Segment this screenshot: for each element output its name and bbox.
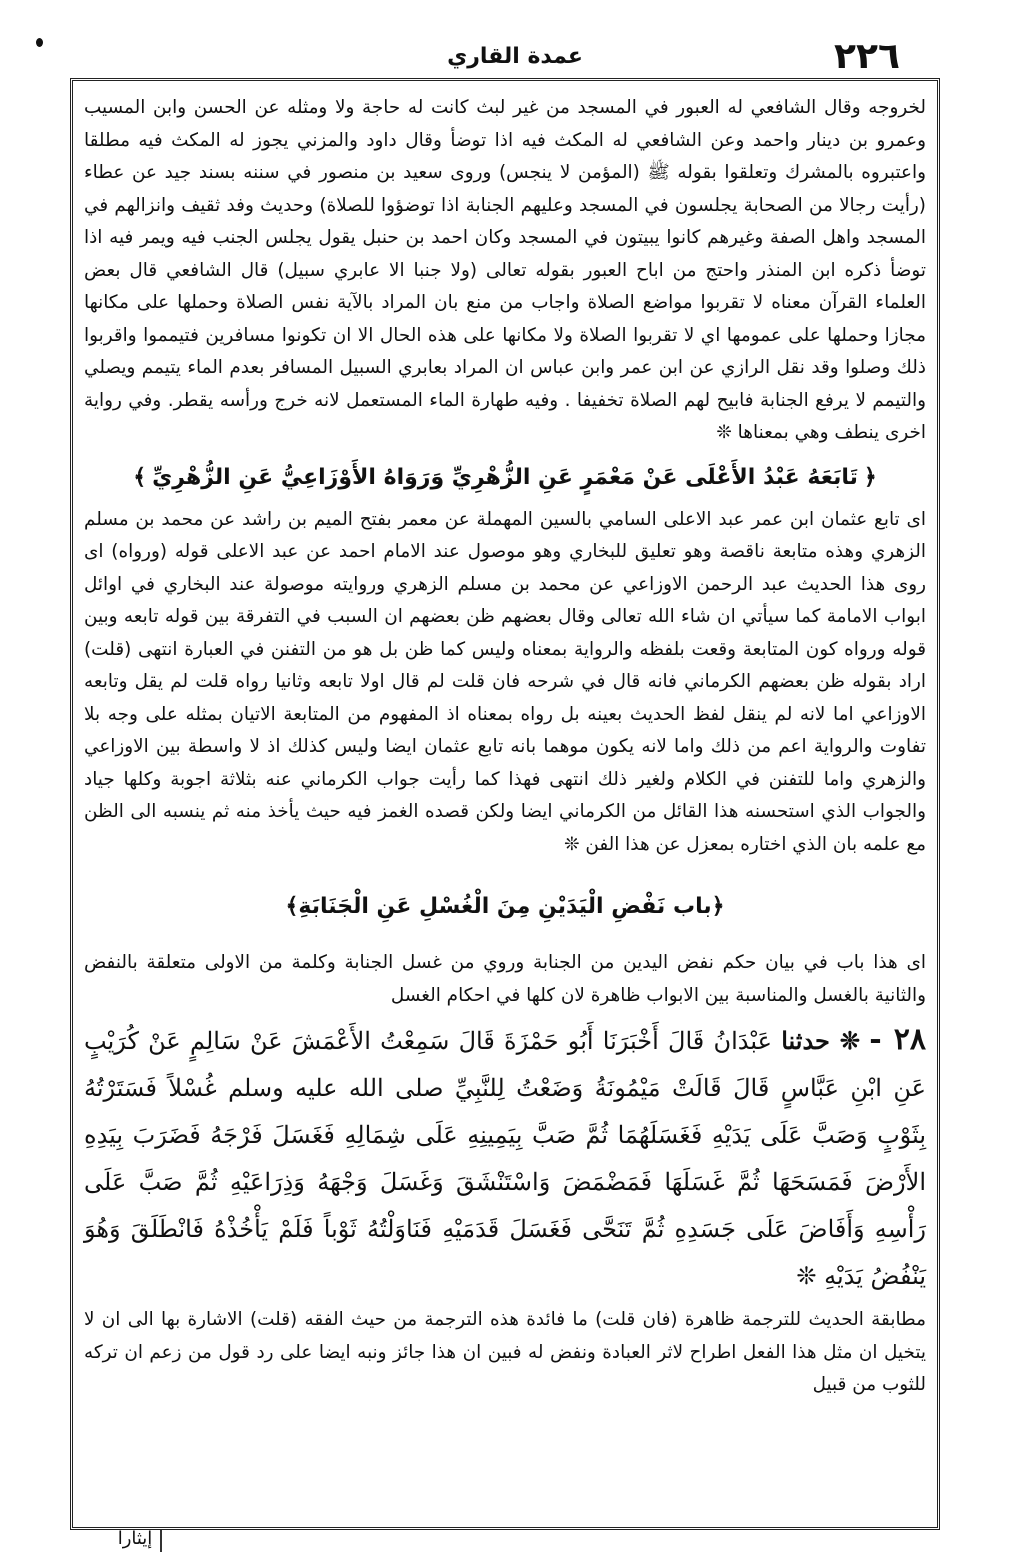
main-text (84, 92, 926, 1402)
hadith-lead: ❊ حدثنا (781, 1026, 860, 1055)
margin-dot (36, 38, 43, 47)
hadith-number: ٢٨ - (869, 1022, 926, 1057)
ornament-left: ﴿ (711, 894, 725, 919)
quote-text: تَابَعَهُ عَبْدُ الأَعْلَى عَنْ مَعْمَرٍ عَنِ الزُّهْرِيِّ وَرَوَاهُ الأَوْزَاعِيُّ عَنِ الزُّهْرِيِّ (152, 464, 858, 490)
hadith-body: عَبْدَانُ قَالَ أَخْبَرَنَا أَبُو حَمْزَةَ قَالَ سَمِعْتُ الأَعْمَشَ عَنْ سَالِمٍ عَنْ كُرَيْبٍ عَنِ ابْنِ عَبَّاسٍ قَالَ قَالَتْ مَيْمُونَةُ وَضَعْتُ لِلنَّبِيِّ صلى الله عليه وسلم غُسْلاً فَسَتَرْتُهُ بِثَوْبٍ وَصَبَّ عَلَى يَدَيْهِ فَغَسَلَهُمَا ثُمَّ صَبَّ بِيَمِينِهِ عَلَى شِمَالِهِ فَغَسَلَ فَرْجَهُ فَضَرَبَ بِيَدِهِ الأَرْضَ فَمَسَحَهَا ثُمَّ غَسَلَهَا فَمَضْمَضَ وَاسْتَنْشَقَ وَغَسَلَ وَجْهَهُ وَذِرَاعَيْهِ ثُمَّ صَبَّ عَلَى رَأْسِهِ وَأَفَاضَ عَلَى جَسَدِهِ ثُمَّ تَنَحَّى فَغَسَلَ قَدَمَيْهِ فَنَاوَلْتُهُ ثَوْباً فَلَمْ يَأْخُذْهُ فَانْطَلَقَ وَهُوَ يَنْفُضُ يَدَيْهِ ❊ (84, 1027, 926, 1290)
ornament-left: ﴿ (863, 464, 877, 490)
chapter-explanation: اى هذا باب في بيان حكم نفض اليدين من الجنابة وروي من غسل الجنابة وكلمة من الاولى متعلقة بالنفض والثانية بالغسل والمناسبة بين الابواب ظاهرة لان كلها في احكام الغسل (84, 952, 926, 1006)
ornament-right: ﴾ (285, 894, 299, 919)
running-title: عمدة القاري (447, 44, 583, 69)
chapter-heading (84, 887, 926, 927)
chapter-title: باب نَفْضِ الْيَدَيْنِ مِنَ الْغُسْلِ عَنِ الْجَنَابَةِ (298, 894, 712, 919)
commentary-paragraph-2: اى تابع عثمان ابن عمر عبد الاعلى السامي بالسين المهملة عن معمر بفتح الميم بن راشد عن محمد بن مسلم الزهري وهذه متابعة ناقصة وهو تعليق للبخاري وهو موصول عند الامام احمد عن عبد الاعلى قوله (ورواه) اى روى هذا الحديث عبد الرحمن الاوزاعي عن محمد بن مسلم الزهري وروايته موصولة عند البخاري في اوائل ابواب الامامة كما سيأتي ان شاء الله تعالى وقال بعضهم ظن بعضهم ان السبب في التفرقة بين قوله تابعه وبين قوله ورواه كون المتابعة وقعت بلفظه والرواية بمعناه وليس كما ظن بل هو من التفنن في العبارة انتهى (قلت) اراد بقوله ظن بعضهم الكرماني فانه قال في شرحه فان قلت لم قال اولا تابعه وثانيا رواه قلت لم يقل وتابعه الاوزاعي اما لانه لم ينقل لفظ الحديث بعينه بل رواه بمعناه اذ المفهوم من المتابعة الاتيان بمثله على وجه بلا تفاوت والرواية اعم من ذلك واما لانه يكون موهما بانه تابع عثمان ايضا وليس كذلك اذ لا واسطة بين الاوزاعي والزهري واما للتفنن في الكلام ولغير ذلك انتهى فهذا كما رأيت جواب الكرماني عنه بثلاثة اجوبة وكلها جياد والجواب الذي استحسنه هذا القائل من الكرماني ايضا ولكن قصده الغمز فيه حيث يأخذ منه ثم ينسبه الى الظن مع علمه بان الذي اختاره بمعزل عن هذا الفن ❊ (84, 508, 926, 855)
tabaahu-quote (84, 458, 926, 498)
hadith-text-block (84, 1016, 926, 1300)
page-number: ٢٢٦ (834, 36, 900, 77)
catchword: إيثارا (117, 1528, 153, 1549)
ornament-right: ﴾ (133, 464, 147, 490)
commentary-paragraph-4: مطابقة الحديث للترجمة ظاهرة (فان قلت) ما فائدة هذه الترجمة من حيث الفقه (قلت) الاشارة بها الى ان لا يتخيل ان مثل هذا الفعل اطراح لاثر العبادة ونفض له فبين ان هذا جائز ونبه ايضا على رد قول من زعم ان تركه للثوب من قبيل (84, 1309, 926, 1395)
commentary-paragraph-1: لخروجه وقال الشافعي له العبور في المسجد من غير لبث كانت له حاجة ولا ومثله عن الحسن وابن المسيب وعمرو بن دينار واحمد وعن الشافعي له المكث فيه اذا توضأ وقال داود والمزني يجوز له المكث فيه مطلقا واعتبروه بالمشرك وتعلقوا بقوله ﷺ (المؤمن لا ينجس) وروى سعيد بن منصور في سننه بسند جيد عن عطاء (رأيت رجالا من الصحابة يجلسون في المسجد وعليهم الجنابة اذا توضؤوا للصلاة) وحديث وفد ثقيف وانزالهم في المسجد واهل الصفة وغيرهم كانوا يبيتون في المسجد وكان احمد بن حنبل يقول يجلس الجنب فيه ويمر فيه اذا توضأ ذكره ابن المنذر واحتج من اباح العبور بقوله تعالى (ولا جنبا الا عابري سبيل) قال الشافعي قال بعض العلماء القرآن معناه لا تقربوا مواضع الصلاة واجاب من منع بان المراد بالآية نفس الصلاة وحملها على مكانها مجازا وحملها على عمومها اي لا تقربوا الصلاة ولا مكانها على هذه الحال الا ان تكونوا مسافرين فتيمموا واقربوا ذلك وصلوا وقد نقل الرازي عن ابن عمر وابن عباس ان المراد بعابري السبيل المسافر بعدم الماء يتيمم ويصلي والتيمم لا يرفع الجنابة فابيح لهم الصلاة تخفيفا . وفيه طهارة الماء المستعمل لانه خرج ورأسه يقطر. وفي رواية اخرى ينطف وهي بمعناها ❊ (84, 97, 926, 443)
